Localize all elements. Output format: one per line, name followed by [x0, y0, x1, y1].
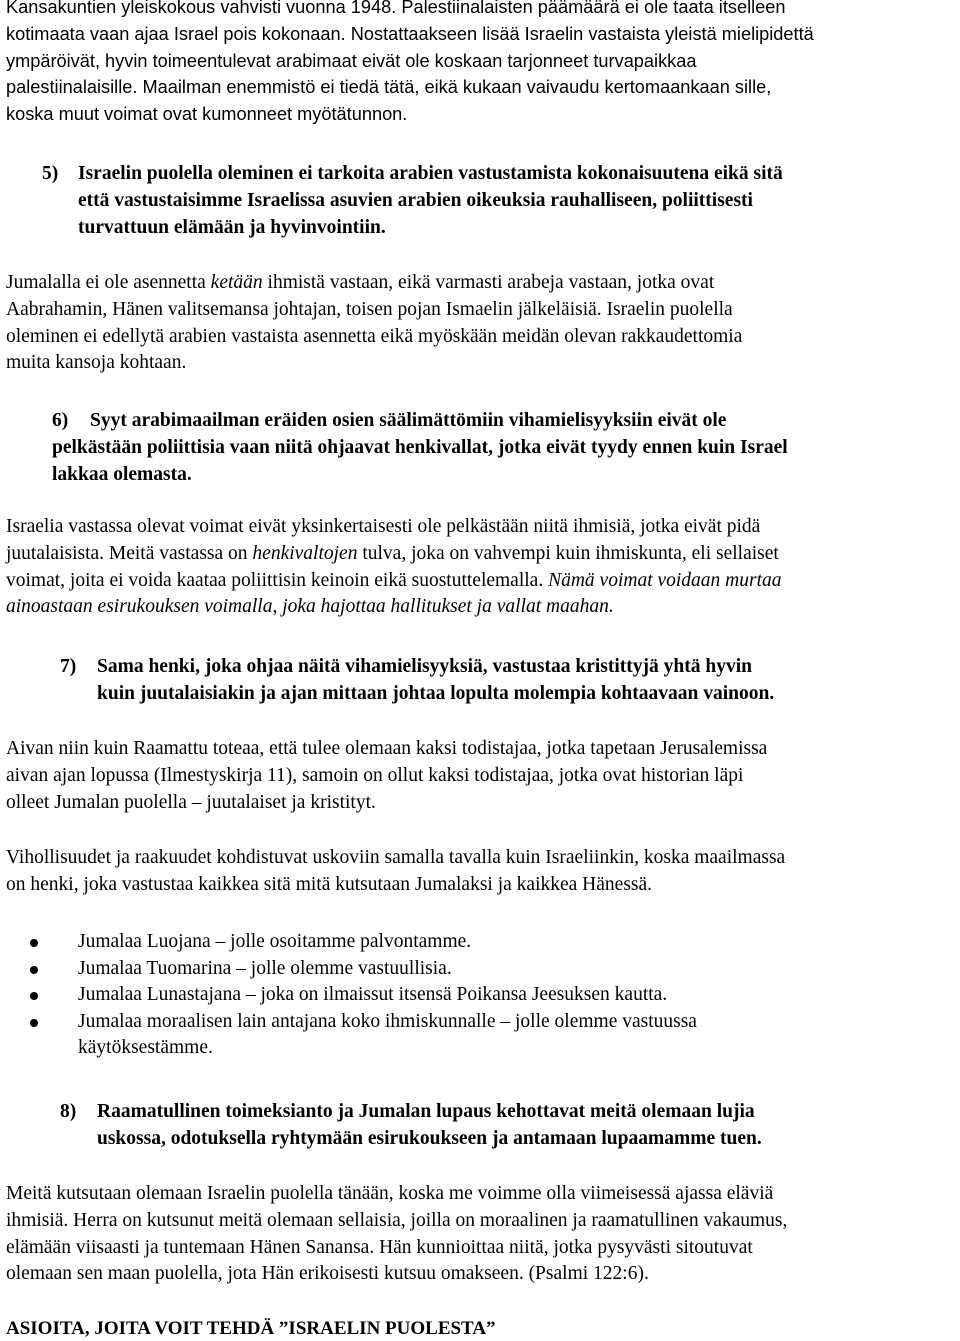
text-segment: Jumalalla ei ole asennetta: [6, 272, 211, 293]
list-item: [30, 929, 930, 956]
numbered-point-5: [42, 160, 942, 242]
paragraph-vihollisuudet: [6, 845, 956, 899]
text-line: Aivan niin kuin Raamattu toteaa, että tulee olemaan kaksi todistajaa, jotka tapetaan Jerusalemissa: [6, 738, 768, 759]
text-line: olemaan sen maan puolella, jota Hän erikoisesti kutsuu omakseen. (Psalmi 122:6).: [6, 1263, 649, 1285]
text-segment: tulva, joka on vahvempi kuin ihmiskunta, eli sellaiset: [357, 542, 779, 564]
paragraph-meita: [6, 1181, 956, 1288]
list-item-text: käytöksestämme.: [78, 1037, 213, 1059]
text-line: kotimaata vaan ajaa Israel pois kokonaan. Nostattaakseen lisää Israelin vastaista yleistä mielipidettä: [6, 23, 814, 44]
point-text-line: Raamatullinen toimeksianto ja Jumalan lupaus kehottavat meitä olemaan lujia: [97, 1101, 755, 1122]
point-text-line: turvattuun elämään ja hyvinvointiin.: [78, 217, 386, 238]
emphasis: ketään: [210, 272, 263, 293]
bullet-icon: [30, 1019, 38, 1027]
text-line: aivan ajan lopussa (Ilmestyskirja 11), samoin on ollut kaksi todistajaa, jotka ovat historian läpi: [6, 764, 744, 786]
intro-paragraph: [6, 0, 956, 128]
point-text-line: lakkaa olemasta.: [52, 464, 192, 485]
bullet-icon: [30, 966, 38, 974]
text-line: Israelia vastassa olevat voimat eivät yksinkertaisesti ole pelkästään niitä ihmisiä, jotka eivät pidä: [6, 516, 761, 537]
text-line: ihmisiä. Herra on kutsunut meitä olemaan sellaisia, joilla on moraalinen ja raamatullinen vakaumus,: [6, 1209, 788, 1231]
point-number: 5): [42, 163, 59, 184]
list-item: [30, 982, 930, 1009]
text-line: [6, 541, 956, 568]
numbered-point-8: [60, 1098, 950, 1154]
bullet-icon: [30, 992, 38, 1000]
text-line: [6, 594, 956, 621]
paragraph-israelia: [6, 514, 956, 621]
list-item-text: Jumalaa Tuomarina – jolle olemme vastuullisia.: [78, 957, 452, 979]
point-number: 8): [60, 1101, 77, 1122]
bullet-icon: [30, 939, 38, 947]
point-number: 7): [60, 656, 77, 677]
text-line: on henki, joka vastustaa kaikkea sitä mitä kutsutaan Jumalaksi ja kaikkea Hänessä.: [6, 873, 653, 895]
list-item-text: Jumalaa Lunastajana – joka on ilmaissut itsensä Poikansa Jeesuksen kautta.: [78, 984, 668, 1006]
text-line: olleet Jumalan puolella – juutalaiset ja kristityt.: [6, 791, 376, 813]
text-line: ympäröivät, hyvin toimeentulevat arabimaat eivät ole koskaan tarjonneet turvapaikkaa: [6, 50, 697, 71]
point-text-line: kuin juutalaisiakin ja ajan mittaan johtaa lopulta molempia kohtaavaan vainoon.: [97, 683, 775, 704]
point-text-line: pelkästään poliittisia vaan niitä ohjaavat henkivallat, jotka eivät tyydy ennen kuin Israel: [52, 437, 788, 458]
text-line: oleminen ei edellytä arabien vastaista asennetta eikä myöskään meidän olevan rakkaudettomia: [6, 325, 743, 347]
point-text-line: Israelin puolella oleminen ei tarkoita arabien vastustamista kokonaisuutena eikä sitä: [78, 163, 783, 184]
text-line: elämään viisaasti ja tuntemaan Hänen Sanansa. Hän kunnioittaa niitä, jotka pysyvästi sitoutuvat: [6, 1236, 753, 1258]
list-item: [30, 956, 930, 983]
emphasis: ainoastaan esirukouksen voimalla, joka hajottaa hallitukset ja vallat maahan.: [6, 596, 614, 618]
emphasis: henkivaltojen: [252, 542, 358, 564]
text-line: Vihollisuudet ja raakuudet kohdistuvat uskoviin samalla tavalla kuin Israeliinkin, koska maailmassa: [6, 847, 786, 868]
text-segment: juutalaisista. Meitä vastassa on: [6, 542, 253, 564]
list-item: [30, 1009, 930, 1062]
text-line: [6, 568, 956, 595]
point-text-line: että vastustaisimme Israelissa asuvien arabien oikeuksia rauhalliseen, poliittisesti: [78, 190, 753, 211]
bullet-list: [30, 929, 930, 1062]
text-line: muita kansoja kohtaan.: [6, 352, 187, 374]
point-number: 6): [52, 410, 69, 431]
text-line: koska muut voimat ovat kumonneet myötätunnon.: [6, 104, 408, 125]
numbered-point-7: [60, 653, 950, 709]
point-text-line: uskossa, odotuksella ryhtymään esirukoukseen ja antamaan lupaamamme tuen.: [97, 1128, 762, 1149]
paragraph-aivan: [6, 736, 956, 816]
numbered-point-6: [52, 407, 952, 489]
point-text-line: Syyt arabimaailman eräiden osien säälimättömiin vihamielisyyksiin eivät ole: [90, 410, 727, 431]
point-text-line: Sama henki, joka ohjaa näitä vihamielisyyksiä, vastustaa kristittyjä yhtä hyvin: [97, 656, 752, 677]
text-line: Kansakuntien yleiskokous vahvisti vuonna 1948. Palestiinalaisten päämäärä ei ole taata itselleen: [6, 0, 786, 17]
emphasis: Nämä voimat voidaan murtaa: [548, 569, 782, 591]
text-segment: ihmistä vastaan, eikä varmasti arabeja vastaan, jotka ovat: [262, 272, 715, 293]
text-line: Meitä kutsutaan olemaan Israelin puolella tänään, koska me voimme olla viimeisessä ajassa eläviä: [6, 1183, 774, 1204]
text-line: palestiinalaisille. Maailman enemmistö ei tiedä tätä, eikä kukaan vaivaudu kertomaankaan sille,: [6, 77, 772, 98]
text-line: [6, 270, 956, 297]
text-line: Aabrahamin, Hänen valitsemansa johtajan, toisen pojan Ismaelin jälkeläisiä. Israelin puolella: [6, 298, 733, 320]
text-segment: voimat, joita ei voida kaataa poliittisin keinoin eikä suostuttelemalla.: [6, 569, 549, 591]
paragraph-jumalalla: [6, 270, 956, 377]
section-heading: ASIOITA, JOITA VOIT TEHDÄ ”ISRAELIN PUOLESTA”: [6, 1318, 496, 1339]
list-item-text: Jumalaa Luojana – jolle osoitamme palvontamme.: [78, 931, 472, 952]
list-item-text: Jumalaa moraalisen lain antajana koko ihmiskunnalle – jolle olemme vastuussa: [78, 1010, 697, 1032]
